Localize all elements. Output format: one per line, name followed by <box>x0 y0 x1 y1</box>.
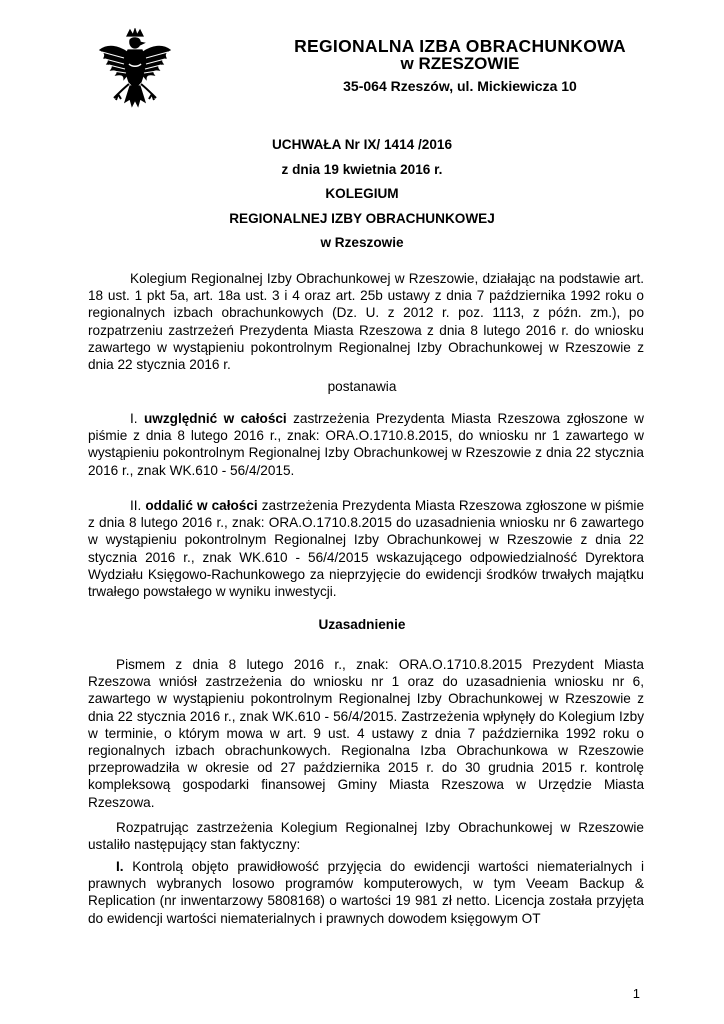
decision-2-number: II. <box>130 498 142 513</box>
resolution-body: KOLEGIUM <box>325 186 399 201</box>
justification-paragraph-1: Pismem z dnia 8 lutego 2016 r., znak: ORA.O.1710.8.2015 Prezydent Miasta Rzeszowa wniósł zastrzeżenia do wniosku nr 1 oraz do uzasadnienia wniosku nr 6, zawartego w wystąpieniu pokontrolnym Regionalnej Izby Obrachunkowej w Rzeszowie z dnia 22 stycznia 2016 r., znak WK.610 - 56/4/2015. Zastrzeżenia wpłynęły do Kolegium Izby w terminie, o którym mowa w art. 9 ust. 4 ustawy z dnia 7 października 1992 roku o regionalnych izbach obrachunkowych. Regionalna Izba Obrachunkowa w Rzeszowie przeprowadziła w okresie od 27 października 2015 r. do 30 grudnia 2015 r. kontrolę kompleksową gospodarki finansowej Gminy Miasta Rzeszowa w Urzędzie Miasta Rzeszowa. <box>88 657 644 810</box>
institution-name: REGIONALNA IZBA OBRACHUNKOWA <box>294 36 626 56</box>
decision-1 <box>88 410 644 479</box>
decision-1-text: zastrzeżenia Prezydenta Miasta Rzeszowa zgłoszone w piśmie z dnia 8 lutego 2016 r., znak: ORA.O.1710.8.2015, do wniosku nr 1 zawartego w wystąpieniu pokontrolnym Regionalnej Izby Obrachunkowej w Rzeszowie z dnia 22 stycznia 2016 r., znak WK.610 - 56/4/2015. <box>88 411 645 478</box>
institution-address: 35-064 Rzeszów, ul. Mickiewicza 10 <box>343 78 577 94</box>
resolution-body-city: w Rzeszowie <box>320 235 404 250</box>
decision-2 <box>88 497 644 600</box>
resolution-date: z dnia 19 kwietnia 2016 r. <box>281 162 443 177</box>
resolution-body-name: REGIONALNEJ IZBY OBRACHUNKOWEJ <box>229 211 495 226</box>
page-number: 1 <box>632 986 640 1001</box>
decision-2-text: zastrzeżenia Prezydenta Miasta Rzeszowa zgłoszone w piśmie z dnia 8 lutego 2016 r., znak: ORA.O.1710.8.2015 do uzasadnienia wniosku nr 6 zawartego w wystąpieniu pokontrolnym Regionalnej Izby Obrachunkowej w Rzeszowie z dnia 22 stycznia 2016 r., znak WK.610 - 56/4/2015 wskazującego odpowiedzialność Dyrektora Wydziału Księgowo-Rachunkowego za nieprzyjęcie do ewidencji środków trwałych majątku trwałego powstałego w wyniku inwestycji. <box>88 498 645 600</box>
justification-paragraph-3 <box>88 858 644 927</box>
resolution-number: UCHWAŁA Nr IX/ 1414 /2016 <box>271 137 453 152</box>
polish-eagle-emblem-icon <box>94 28 176 126</box>
decides-word: postanawia <box>327 379 397 394</box>
justification-point-text: Kontrolą objęto prawidłowość przyjęcia do ewidencji wartości niematerialnych i prawnych wybranych losowo programów komputerowych, w tym Veeam Backup & Replication (nr inwentarzowy 5808168) o wartości 19 981 zł netto. Licencja została przyjęta do ewidencji wartości niematerialnych i prawnych dowodem księgowym OT <box>88 859 644 926</box>
justification-paragraph-2: Rozpatrując zastrzeżenia Kolegium Regionalnej Izby Obrachunkowej w Rzeszowie ustaliło następujący stan faktyczny: <box>88 820 644 853</box>
justification-heading: Uzasadnienie <box>318 617 406 632</box>
decision-1-verdict: uwzględnić w całości <box>143 411 287 426</box>
decision-1-number: I. <box>130 411 138 426</box>
justification-point-number: I. <box>116 859 124 874</box>
decision-2-verdict: oddalić w całości <box>145 498 258 513</box>
institution-city: w RZESZOWIE <box>400 54 520 73</box>
intro-paragraph: Kolegium Regionalnej Izby Obrachunkowej w Rzeszowie, działając na podstawie art. 18 ust. 1 pkt 5a, art. 18a ust. 3 i 4 oraz art. 25b ustawy z dnia 7 października 1992 roku o regionalnych izbach obrachunkowych (Dz. U. z 2012 r. poz. 1113, z późn. zm.), po rozpatrzeniu zastrzeżeń Prezydenta Miasta Rzeszowa z dnia 8 lutego 2016 r. do wniosku zawartego w wystąpieniu pokontrolnym Regionalnej Izby Obrachunkowej w Rzeszowie z dnia 22 stycznia 2016 r. <box>88 271 644 373</box>
